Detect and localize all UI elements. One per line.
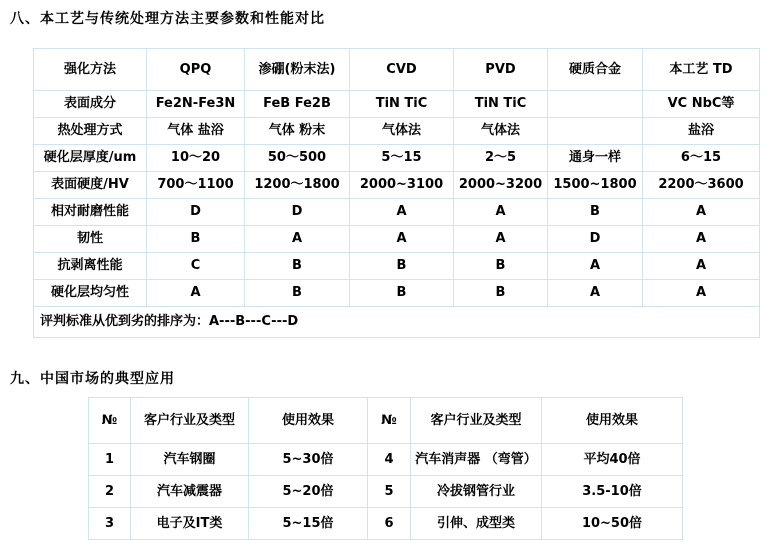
table-footer-row: [34, 307, 760, 338]
table-cell: 3.5-10倍: [542, 476, 683, 508]
table-cell: D: [548, 226, 643, 253]
header-cell: PVD: [454, 49, 548, 91]
header-cell: 渗硼(粉末法): [245, 49, 350, 91]
table-cell: 气体法: [454, 118, 548, 145]
table-cell: 汽车消声器 （弯管）: [411, 444, 542, 476]
table-cell: FeB Fe2B: [245, 91, 350, 118]
table-cell: 气体 粉末: [245, 118, 350, 145]
row-label: 硬化层厚度/um: [34, 145, 147, 172]
table-cell: A: [643, 280, 760, 307]
table-row: [89, 508, 683, 540]
table-cell: 5: [368, 476, 411, 508]
applications-table: [88, 397, 683, 540]
table-row: [34, 91, 760, 118]
row-label: 抗剥离性能: [34, 253, 147, 280]
header-cell: 使用效果: [542, 398, 683, 444]
table-cell: B: [454, 253, 548, 280]
table-cell: 气体法: [350, 118, 454, 145]
table-cell: 盐浴: [643, 118, 760, 145]
table-cell: D: [245, 199, 350, 226]
table-cell: B: [245, 280, 350, 307]
table-cell: A: [548, 253, 643, 280]
table-cell: 5~20倍: [249, 476, 368, 508]
table-cell: 电子及IT类: [131, 508, 249, 540]
table-row: [34, 226, 760, 253]
row-label: 表面硬度/HV: [34, 172, 147, 199]
table-row: [34, 199, 760, 226]
table-cell: C: [147, 253, 245, 280]
header-cell: 硬质合金: [548, 49, 643, 91]
table-cell: 2200～3600: [643, 172, 760, 199]
row-label: 表面成分: [34, 91, 147, 118]
table-cell: A: [454, 199, 548, 226]
table-cell: 5~30倍: [249, 444, 368, 476]
header-cell: 使用效果: [249, 398, 368, 444]
header-cell: CVD: [350, 49, 454, 91]
table-cell: 3: [89, 508, 131, 540]
row-label: 韧性: [34, 226, 147, 253]
table-cell: A: [643, 226, 760, 253]
table-cell: B: [548, 199, 643, 226]
table-row: [34, 145, 760, 172]
section-8-title: 八、本工艺与传统处理方法主要参数和性能对比: [10, 11, 325, 27]
table-cell: B: [454, 280, 548, 307]
header-cell: 客户行业及类型: [411, 398, 542, 444]
table-cell: D: [147, 199, 245, 226]
table-cell: 5~15倍: [249, 508, 368, 540]
table-row: [34, 118, 760, 145]
row-label: 相对耐磨性能: [34, 199, 147, 226]
header-cell: QPQ: [147, 49, 245, 91]
table-cell: 汽车减震器: [131, 476, 249, 508]
table-cell: TiN TiC: [454, 91, 548, 118]
table-cell: 6～15: [643, 145, 760, 172]
table-cell: 6: [368, 508, 411, 540]
table-cell: 2000~3100: [350, 172, 454, 199]
table-cell: 2: [89, 476, 131, 508]
table-cell: A: [147, 280, 245, 307]
table-cell: 10～20: [147, 145, 245, 172]
header-cell: 本工艺 TD: [643, 49, 760, 91]
section-9-title: 九、中国市场的典型应用: [10, 371, 175, 387]
process-comparison-table: [33, 48, 760, 338]
table-cell: 2～5: [454, 145, 548, 172]
table-cell: A: [350, 226, 454, 253]
table-cell: 10~50倍: [542, 508, 683, 540]
table-cell: A: [350, 199, 454, 226]
table-header-row: [34, 49, 760, 91]
table-cell: 1: [89, 444, 131, 476]
table-cell: 平均40倍: [542, 444, 683, 476]
header-cell: №: [89, 398, 131, 444]
table-cell: A: [643, 199, 760, 226]
table-row: [34, 172, 760, 199]
table-cell: 通身一样: [548, 145, 643, 172]
header-cell: №: [368, 398, 411, 444]
table-cell: B: [147, 226, 245, 253]
row-label: 热处理方式: [34, 118, 147, 145]
table-cell: VC NbC等: [643, 91, 760, 118]
table-row: [34, 280, 760, 307]
table-cell: 冷拔钢管行业: [411, 476, 542, 508]
header-cell: 强化方法: [34, 49, 147, 91]
table-cell: 4: [368, 444, 411, 476]
table-cell: B: [245, 253, 350, 280]
table-cell: TiN TiC: [350, 91, 454, 118]
table-cell: A: [548, 280, 643, 307]
table-cell: 5～15: [350, 145, 454, 172]
row-label: 硬化层均匀性: [34, 280, 147, 307]
table-cell: 2000~3200: [454, 172, 548, 199]
table-cell: Fe2N-Fe3N: [147, 91, 245, 118]
table-row: [34, 253, 760, 280]
table-cell: A: [454, 226, 548, 253]
table-cell: 1200～1800: [245, 172, 350, 199]
table-row: [89, 476, 683, 508]
table-cell: [548, 91, 643, 118]
table-cell: 汽车钢圈: [131, 444, 249, 476]
table-cell: [548, 118, 643, 145]
table-cell: 气体 盐浴: [147, 118, 245, 145]
evaluation-note: 评判标准从优到劣的排序为：A---B---C---D: [34, 307, 760, 338]
table-header-row: [89, 398, 683, 444]
table-row: [89, 444, 683, 476]
table-cell: A: [245, 226, 350, 253]
table-cell: 700～1100: [147, 172, 245, 199]
header-cell: 客户行业及类型: [131, 398, 249, 444]
table-cell: 1500~1800: [548, 172, 643, 199]
table-cell: A: [643, 253, 760, 280]
table-cell: 50～500: [245, 145, 350, 172]
table-cell: B: [350, 280, 454, 307]
table-cell: 引伸、成型类: [411, 508, 542, 540]
table-cell: B: [350, 253, 454, 280]
